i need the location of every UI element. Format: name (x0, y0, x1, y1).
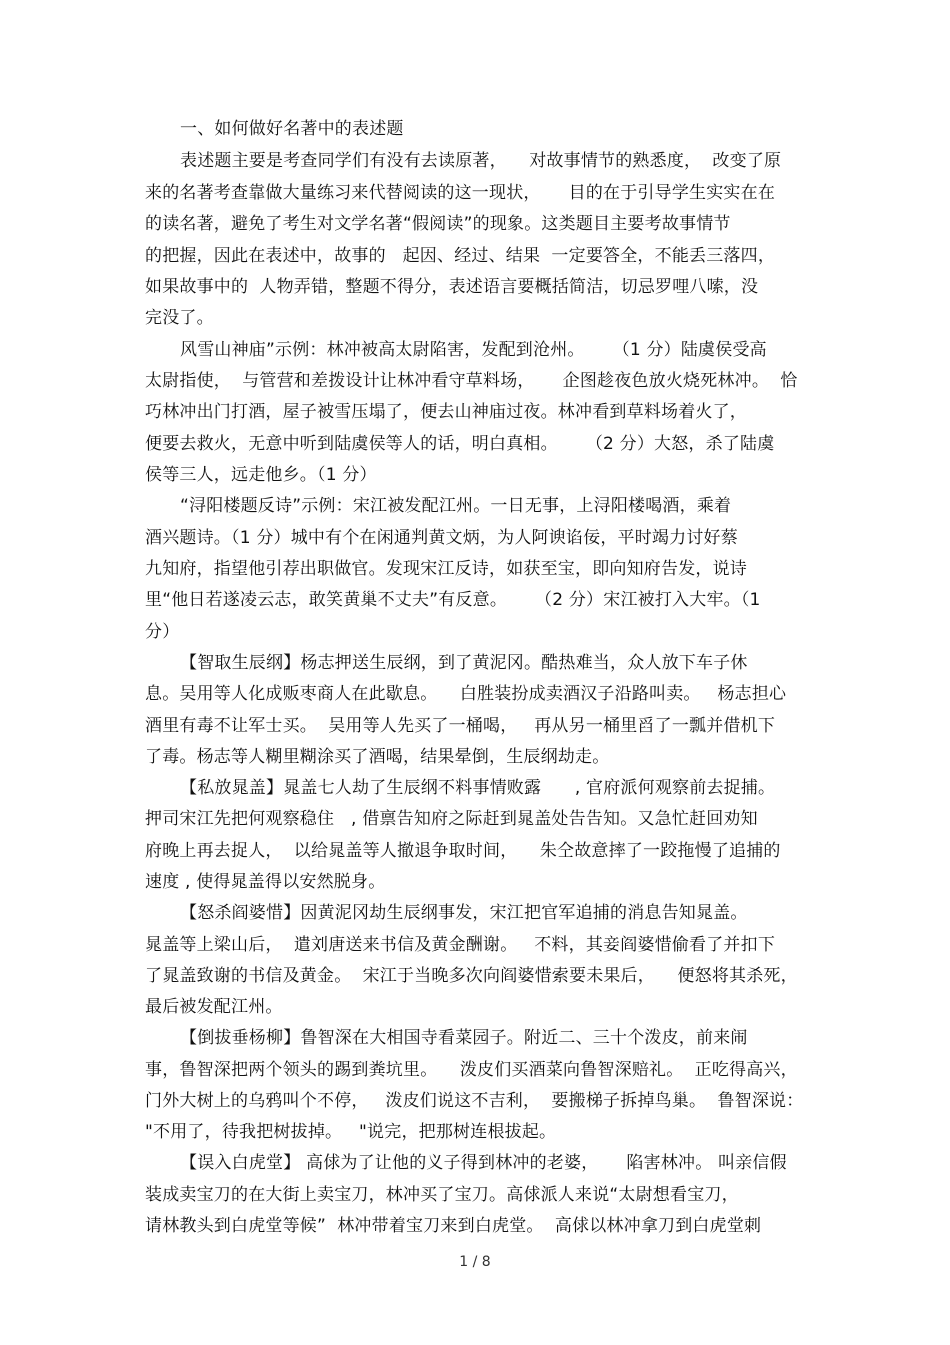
text-line: "不用了，待我把树拔掉。 "说完，把那树连根拔起。 (145, 1122, 557, 1142)
text-line: 请林教头到白虎堂等候” 林冲带着宝刀来到白虎堂。 高俅以林冲拿刀到白虎堂刺 (145, 1216, 762, 1236)
text-line: 晁盖等上梁山后， 遣刘唐送来书信及黄金酬谢。 不料，其妾阎婆惜偷看了并扣下 (145, 935, 776, 955)
text-line: 装成卖宝刀的在大街上卖宝刀，林冲买了宝刀。高俅派人来说“太尉想看宝刀， (145, 1185, 739, 1205)
text-line: 九知府，指望他引荐出职做官。发现宋江反诗，如获至宝，即向知府告发，说诗 (145, 559, 747, 579)
text-line: 【私放晁盖】晁盖七人劫了生辰纲不料事情败露 , 官府派何观察前去捉捕。 (180, 778, 776, 798)
text-line: 酒里有毒不让军士买。 吴用等人先买了一桶喝， 再从另一桶里舀了一瓢并借机下 (145, 716, 776, 736)
text-line: 【怒杀阎婆惜】因黄泥冈劫生辰纲事发，宋江把官军追捕的消息告知晁盖。 (180, 903, 748, 923)
text-line: 【智取生辰纲】杨志押送生辰纲，到了黄泥冈。酷热难当，众人放下车子休 (180, 653, 748, 673)
text-line: 事，鲁智深把两个领头的踢到粪坑里。 泼皮们买酒菜向鲁智深赔礼。 正吃得高兴， (145, 1060, 798, 1080)
text-line: 息。吴用等人化成贩枣商人在此歇息。 白胜装扮成卖酒汉子沿路叫卖。 杨志担心 (145, 684, 787, 704)
text-line: 来的名著考查靠做大量练习来代替阅读的这一现状， 目的在于引导学生实实在在 (145, 183, 776, 203)
text-line: “浔阳楼题反诗”示例：宋江被发配江州。一日无事，上浔阳楼喝酒，乘着 (180, 496, 732, 516)
text-line: 了晁盖致谢的书信及黄金。 宋江于当晚多次向阎婆惜索要未果后， 便怒将其杀死， (145, 966, 798, 986)
text-line: 侯等三人，远走他乡。（1 分） (145, 465, 377, 485)
text-line: 分） (145, 622, 180, 642)
text-line: 太尉指使， 与管营和差拨设计让林冲看守草料场， 企图趁夜色放火烧死林冲。 恰 (145, 371, 798, 391)
text-line: 速度 , 使得晁盖得以安然脱身。 (145, 872, 386, 892)
text-line: 府晚上再去捉人， 以给晁盖等人撤退争取时间， 朱仝故意摔了一跤拖慢了追捕的 (145, 841, 781, 861)
text-line: 巧林冲出门打酒，屋子被雪压塌了，便去山神庙过夜。林冲看到草料场着火了， (145, 402, 747, 422)
text-line: 【误入白虎堂】 高俅为了让他的义子得到林冲的老婆， 陷害林冲。 叫亲信假 (180, 1153, 787, 1173)
text-line: 的读名著，避免了考生对文学名著“假阅读”的现象。这类题目主要考故事情节 (145, 214, 731, 234)
text-line: 风雪山神庙”示例：林冲被高太尉陷害，发配到沧州。 （1 分）陆虞侯受高 (180, 340, 767, 360)
text-line: 门外大树上的乌鸦叫个不停， 泼皮们说这不吉利， 要搬梯子拆掉鸟巢。 鲁智深说： (145, 1091, 804, 1111)
text-line: 完没了。 (145, 308, 214, 328)
text-line: 便要去救火，无意中听到陆虞侯等人的话，明白真相。 （2 分）大怒，杀了陆虞 (145, 434, 775, 454)
text-line: 最后被发配江州。 (145, 997, 283, 1017)
text-line: 酒兴题诗。（1 分）城中有个在闲通判黄文炳，为人阿谀谄佞，平时竭力讨好蔡 (145, 528, 738, 548)
text-line: 押司宋江先把何观察稳住 , 借禀告知府之际赶到晁盖处告告知。又急忙赶回劝知 (145, 809, 758, 829)
page-number: 1 / 8 (459, 1254, 491, 1270)
text-line: 了毒。杨志等人糊里糊涂买了酒喝，结果晕倒，生辰纲劫走。 (145, 747, 610, 767)
text-line: 里“他日若遂凌云志，敢笑黄巢不丈夫”有反意。 （2 分）宋江被打入大牢。（1 (145, 590, 761, 610)
text-line: 【倒拔垂杨柳】鲁智深在大相国寺看菜园子。附近二、三十个泼皮，前来闹 (180, 1028, 748, 1048)
text-line: 的把握，因此在表述中，故事的 起因、经过、结果 一定要答全，不能丢三落四， (145, 246, 776, 266)
text-line: 如果故事中的 人物弄错，整题不得分，表述语言要概括简洁，切忌罗哩八嗦，没 (145, 277, 759, 297)
section-heading: 一、如何做好名著中的表述题 (180, 119, 404, 139)
text-line: 表述题主要是考查同学们有没有去读原著， 对故事情节的熟悉度， 改变了原 (180, 151, 782, 171)
